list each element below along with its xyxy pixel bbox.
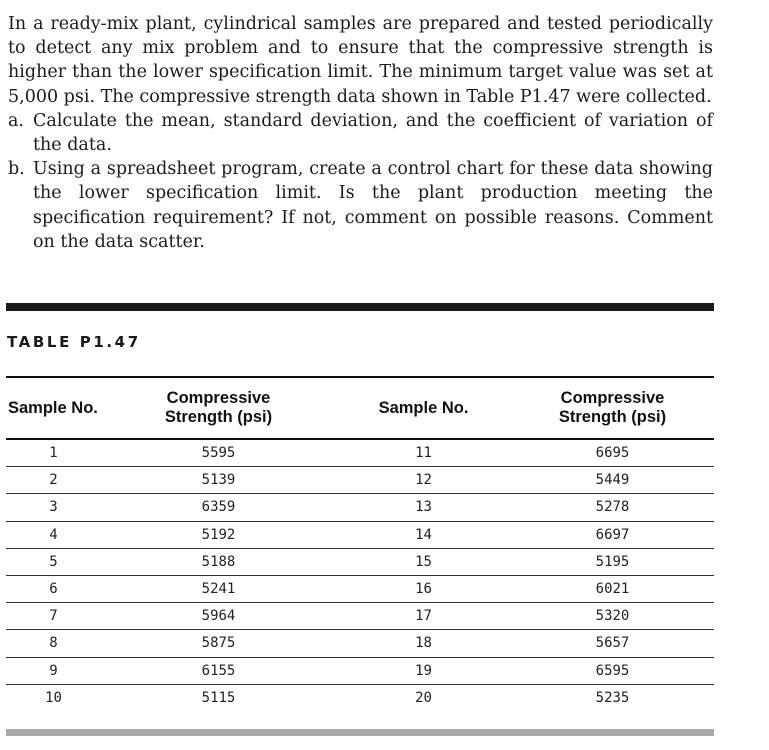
strength-cell: 5320 xyxy=(511,603,714,630)
table-bottom-rule xyxy=(6,729,714,736)
part-label: a. xyxy=(8,110,24,131)
strength-cell: 6155 xyxy=(101,657,336,684)
strength-cell: 5192 xyxy=(101,521,336,548)
sample-no-cell: 18 xyxy=(336,630,511,657)
header-sample-no: Sample No. xyxy=(6,377,101,439)
table-row xyxy=(6,548,714,575)
header-compressive-strength xyxy=(101,377,336,439)
strength-cell: 6021 xyxy=(511,575,714,602)
sample-no-cell: 9 xyxy=(6,657,101,684)
header-line: Strength (psi) xyxy=(558,408,667,426)
strength-cell: 5235 xyxy=(595,689,630,706)
strength-cell: 5188 xyxy=(101,548,336,575)
sample-no-cell: 5 xyxy=(6,548,101,575)
strength-table xyxy=(6,376,714,711)
table-header-row xyxy=(6,377,714,439)
sample-no-cell: 7 xyxy=(6,603,101,630)
sample-no-cell: 20 xyxy=(415,689,432,706)
table-row xyxy=(6,684,714,711)
strength-cell: 6595 xyxy=(511,657,714,684)
table-row xyxy=(6,521,714,548)
sample-no-cell: 19 xyxy=(336,657,511,684)
problem-statement xyxy=(8,12,713,254)
sample-no-cell: 6 xyxy=(6,575,101,602)
sample-no-cell: 12 xyxy=(336,467,511,494)
header-compressive-strength xyxy=(511,377,714,439)
table-row xyxy=(6,603,714,630)
strength-cell: 5595 xyxy=(101,439,336,467)
sample-no-cell: 1 xyxy=(6,439,101,467)
strength-cell: 5875 xyxy=(101,630,336,657)
table-row xyxy=(6,467,714,494)
sample-no-cell: 10 xyxy=(45,689,62,706)
part-text: Using a spreadsheet program, create a control chart for these data showing the lower specification limit. Is the plant production meeting the specification requirement? If not, comment on possible reasons. Comment on the data scatter. xyxy=(33,159,713,252)
header-line: Compressive xyxy=(560,389,665,407)
table-row xyxy=(6,494,714,521)
sample-no-cell: 15 xyxy=(336,548,511,575)
sample-no-cell: 11 xyxy=(336,439,511,467)
header-line: Compressive xyxy=(166,389,271,407)
part-text: Calculate the mean, standard deviation, and the coefficient of variation of the data. xyxy=(33,110,713,156)
header-line: Strength (psi) xyxy=(164,408,273,426)
strength-cell: 6697 xyxy=(511,521,714,548)
strength-cell: 5241 xyxy=(101,575,336,602)
table-title: TABLE P1.47 xyxy=(7,333,141,351)
problem-part-a xyxy=(8,109,713,157)
table-row xyxy=(6,630,714,657)
strength-cell: 5139 xyxy=(101,467,336,494)
strength-cell: 6359 xyxy=(101,494,336,521)
part-label: b. xyxy=(8,159,25,180)
strength-cell: 5195 xyxy=(511,548,714,575)
sample-no-cell: 16 xyxy=(336,575,511,602)
sample-no-cell: 17 xyxy=(336,603,511,630)
problem-part-b xyxy=(8,157,713,254)
strength-cell: 6695 xyxy=(511,439,714,467)
sample-no-cell: 4 xyxy=(6,521,101,548)
sample-no-cell: 3 xyxy=(6,494,101,521)
strength-cell: 5964 xyxy=(101,603,336,630)
strength-cell: 5115 xyxy=(201,689,236,706)
sample-no-cell: 8 xyxy=(6,630,101,657)
sample-no-cell: 13 xyxy=(336,494,511,521)
sample-no-cell: 14 xyxy=(336,521,511,548)
section-divider xyxy=(6,303,714,311)
problem-intro: In a ready-mix plant, cylindrical samples are prepared and tested periodically to detect any mix problem and to ensure that the compressive strength is higher than the lower specification limit. The minimum target value was set at 5,000 psi. The compressive strength data shown in Table P1.47 were collected. xyxy=(8,14,713,107)
strength-cell: 5278 xyxy=(511,494,714,521)
table-row xyxy=(6,657,714,684)
header-sample-no: Sample No. xyxy=(336,377,511,439)
strength-cell: 5657 xyxy=(511,630,714,657)
table-row xyxy=(6,439,714,467)
table-row xyxy=(6,575,714,602)
strength-cell: 5449 xyxy=(511,467,714,494)
sample-no-cell: 2 xyxy=(6,467,101,494)
